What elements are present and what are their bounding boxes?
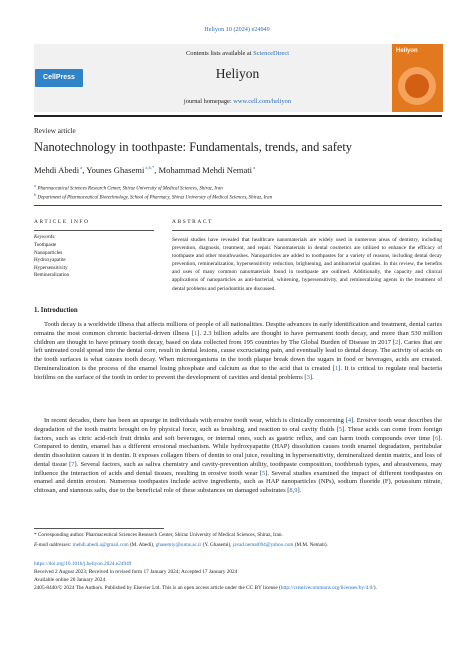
email-owner: (M. Abedi), xyxy=(128,542,156,548)
license-statement xyxy=(34,585,442,592)
author-separator: , xyxy=(154,165,159,175)
online-date: Available online 20 January 2024 xyxy=(34,577,106,583)
paragraph-text: ]. 2.3 billion adults are thought to have permanent tooth decay, and more than 530 million children are thought to have primary tooth decay, based on data collected from 195 countries by The Global Burden of Disease in 2017 [ xyxy=(34,329,442,346)
paragraph-1 xyxy=(34,321,442,382)
sciencedirect-link[interactable]: ScienceDirect xyxy=(253,50,289,57)
doi-text[interactable]: https://doi.org/10.1016/j.heliyon.2024.e24949 xyxy=(34,561,132,567)
journal-title: Heliyon xyxy=(215,66,260,81)
homepage-line xyxy=(100,98,375,105)
email-owner: (Y. Ghasemi), xyxy=(201,542,233,548)
footnote-divider xyxy=(34,528,164,529)
paragraph-text: ]. Several studies examined the impact of different toothpastes on enamel and dentin erosion. Numerous toothpastes include active ingredients, such as HAP nanoparticles (NPs), sodium fluoride (F), potassium nitrate, chitosan, and stannous salts, due to the beneficial role of these substances on damaged substrates [ xyxy=(34,469,442,494)
paragraph-text: ]. These acids can come from foreign factors, such as citric acid-rich fruit drinks and soft beverages, or internal ones, such as gastric reflux, and can harm tooth compounds over time [ xyxy=(34,425,442,442)
affiliation-divider xyxy=(34,205,442,206)
heliyon-cover-icon[interactable] xyxy=(392,44,443,112)
homepage-prefix: journal homepage: xyxy=(183,98,234,105)
paragraph-text: In recent decades, there has been an upsurge in individuals with erosive tooth wear, which is clinically concerning [ xyxy=(44,417,348,424)
abstract-text: Several studies have revealed that healthcare nanomaterials are widely used in numerous areas of dentistry, including prevention, diagnosis, treatment, and repair. Nanomaterials in dental cosmetics are utilized to enhance the efficacy of toothpaste and other mouthwashes. Nanoparticles are added to toothpastes for a variety of reasons, including dental decay prevention, remineralization, hypersensitivity reduction, brightening, and antibacterial qualities. In this review, the benefits and uses of many common nanomaterials found in toothpaste are outlined. Additionally, the capacity and clinical applications of nanoparticles as anti-bacterial, whitening, hypersensitivity, and remineralizing agents in the treatment of dental problems and periodontitis are discussed. xyxy=(172,237,442,292)
keywords-label: Keywords: xyxy=(34,234,56,240)
keyword-item: Hypersensitivity xyxy=(34,264,68,271)
citation-link[interactable]: 3 xyxy=(306,373,310,381)
article-info-divider xyxy=(34,230,154,231)
paragraph-text: ]. Several factors, such as saliva chemistry and cavity-prevention ability, toothpaste composition, toothbrush types, and abrasiveness, may influence the interaction of acids and dental tissues, resulting in erosive tooth wear [ xyxy=(34,460,443,477)
citation-link[interactable]: 4 xyxy=(347,417,352,424)
article-type: Review article xyxy=(34,127,76,135)
header-divider xyxy=(34,115,442,117)
contents-prefix: Contents lists available at xyxy=(186,50,254,57)
email-addresses xyxy=(34,542,444,548)
paragraph-text: Tooth decay is a worldwide illness that affects millions of people of all nationalities. Despite advances in early identification and treatment, dental caries remains the most common chronic bacterial-driven illness [ xyxy=(34,321,442,337)
paragraph-text: ]. Compared to dentin, enamel has a different erosional mechanism. While hydroxyapatite (HAP) dissolution causes tooth enamel degradation, peritubular dentin dissolution causes it in dentin. It exposes collagen fibers of dentin to oral juice, resulting in hypersensitivity, demineralized dentin matrix, and loss of dental tissue [ xyxy=(34,434,442,468)
email-owner: (M.M. Nemati). xyxy=(293,542,328,548)
paragraph-text: ]. It is critical to regulate oral bacteria biofilms on the surface of the tooth in order to prevent the development of cavities and dental problems [ xyxy=(34,364,442,381)
citation-link[interactable]: 1 xyxy=(193,329,198,337)
received-dates: Received 2 August 2023; Received in revised form 17 January 2024; Accepted 17 January 2024 xyxy=(34,569,238,575)
contents-line xyxy=(100,50,375,57)
journal-reference[interactable]: Heliyon 10 (2024) e24949 xyxy=(204,26,270,33)
cellpress-logo-icon[interactable]: CellPress xyxy=(35,69,83,87)
paragraph-text: ]. Caries that are left untreated could spread into the dental core, result in dental lesions, cause excruciating pain, and eventually lead to dental decay. The activity of acids on the tooth surfaces is what causes tooth decay. When microorganisms in the tooth plaque break down the sugars in food or beverages, acids are created. Demineralization is the process of the enamel losing phosphate and calcium as due to the acid that is created [ xyxy=(34,338,443,372)
author-name: Younes Ghasemi xyxy=(86,165,145,175)
paragraph-2 xyxy=(34,417,442,496)
keyword-item: Hydroxyapatite xyxy=(34,257,66,263)
author-affiliation-marker[interactable]: a,b,* xyxy=(144,165,155,171)
citation-link[interactable]: 5 xyxy=(262,469,266,477)
author-affiliation-marker[interactable]: a xyxy=(79,165,83,171)
corresponding-author-note: * Corresponding author. Pharmaceutical Sciences Research Center, Shiraz University of Medical Sciences, Shiraz, Iran. xyxy=(34,532,283,538)
license-text: 2405-8440/© 2024 The Authors. Published by Elsevier Ltd. This is an open access article under the CC BY license ( xyxy=(34,585,281,591)
email-link[interactable]: javad.nemat094@yahoo.com xyxy=(232,542,294,548)
article-info-heading: ARTICLE INFO xyxy=(34,219,90,225)
author-separator: , xyxy=(82,165,87,175)
section-heading-introduction: 1. Introduction xyxy=(34,307,78,314)
citation-link[interactable]: 8 xyxy=(289,487,293,494)
affiliation-label: a xyxy=(34,183,37,188)
author-affiliation-marker[interactable]: a xyxy=(252,165,256,171)
citation-link[interactable]: 5 xyxy=(338,425,343,433)
cover-graphic-inner xyxy=(405,74,429,98)
cover-title: Heliyon xyxy=(396,48,418,54)
paragraph-text: ]. Erosive tooth wear describes the degradation of the tooth matrix brought on by physical force, such as brushing, and reaction to oral cavity fluids [ xyxy=(34,417,442,433)
keyword-item: Remineralization xyxy=(34,272,70,278)
keyword-item: Nanoparticles xyxy=(34,249,63,256)
affiliation-label: b xyxy=(34,192,37,197)
affiliation-a xyxy=(34,183,223,192)
license-suffix: ). xyxy=(373,585,377,591)
affiliation-b xyxy=(34,192,272,201)
keyword-item: Toothpaste xyxy=(34,242,57,248)
paragraph-text: ]. xyxy=(297,487,302,494)
email-link[interactable]: mehdi.abedi.a@gmail.com xyxy=(72,542,129,548)
author-list xyxy=(34,165,255,175)
paragraph-text: ]. xyxy=(309,373,314,381)
citation-link[interactable]: 7 xyxy=(71,460,75,468)
affiliation-text: Department of Pharmaceutical Biotechnology, School of Pharmacy, Shiraz University of Medical Sciences, Shiraz, Iran xyxy=(37,195,273,201)
abstract-heading: ABSTRACT xyxy=(172,219,213,225)
email-label: E-mail addresses: xyxy=(34,542,73,548)
citation-link[interactable]: 2 xyxy=(395,338,399,346)
author-name: Mehdi Abedi xyxy=(34,165,80,175)
citation-link[interactable]: 6 xyxy=(434,434,439,442)
citation-link[interactable]: 9 xyxy=(294,487,298,494)
abstract-divider xyxy=(172,230,442,231)
article-title: Nanotechnology in toothpaste: Fundamentals, trends, and safety xyxy=(34,140,352,154)
license-link[interactable]: http://creativecommons.org/licenses/by/4.0/ xyxy=(280,585,374,591)
citation-link[interactable]: 1 xyxy=(334,364,339,372)
author-name: Mohammad Mehdi Nemati xyxy=(158,165,253,175)
email-link[interactable]: ghasemiy@sums.ac.ir xyxy=(155,542,202,548)
doi-link[interactable] xyxy=(34,561,442,568)
affiliation-text: Pharmaceutical Sciences Research Center, Shiraz University of Medical Sciences, Shiraz, Iran xyxy=(37,186,223,192)
homepage-link[interactable]: www.cell.com/heliyon xyxy=(233,98,292,105)
paragraph-text: , xyxy=(292,487,295,494)
